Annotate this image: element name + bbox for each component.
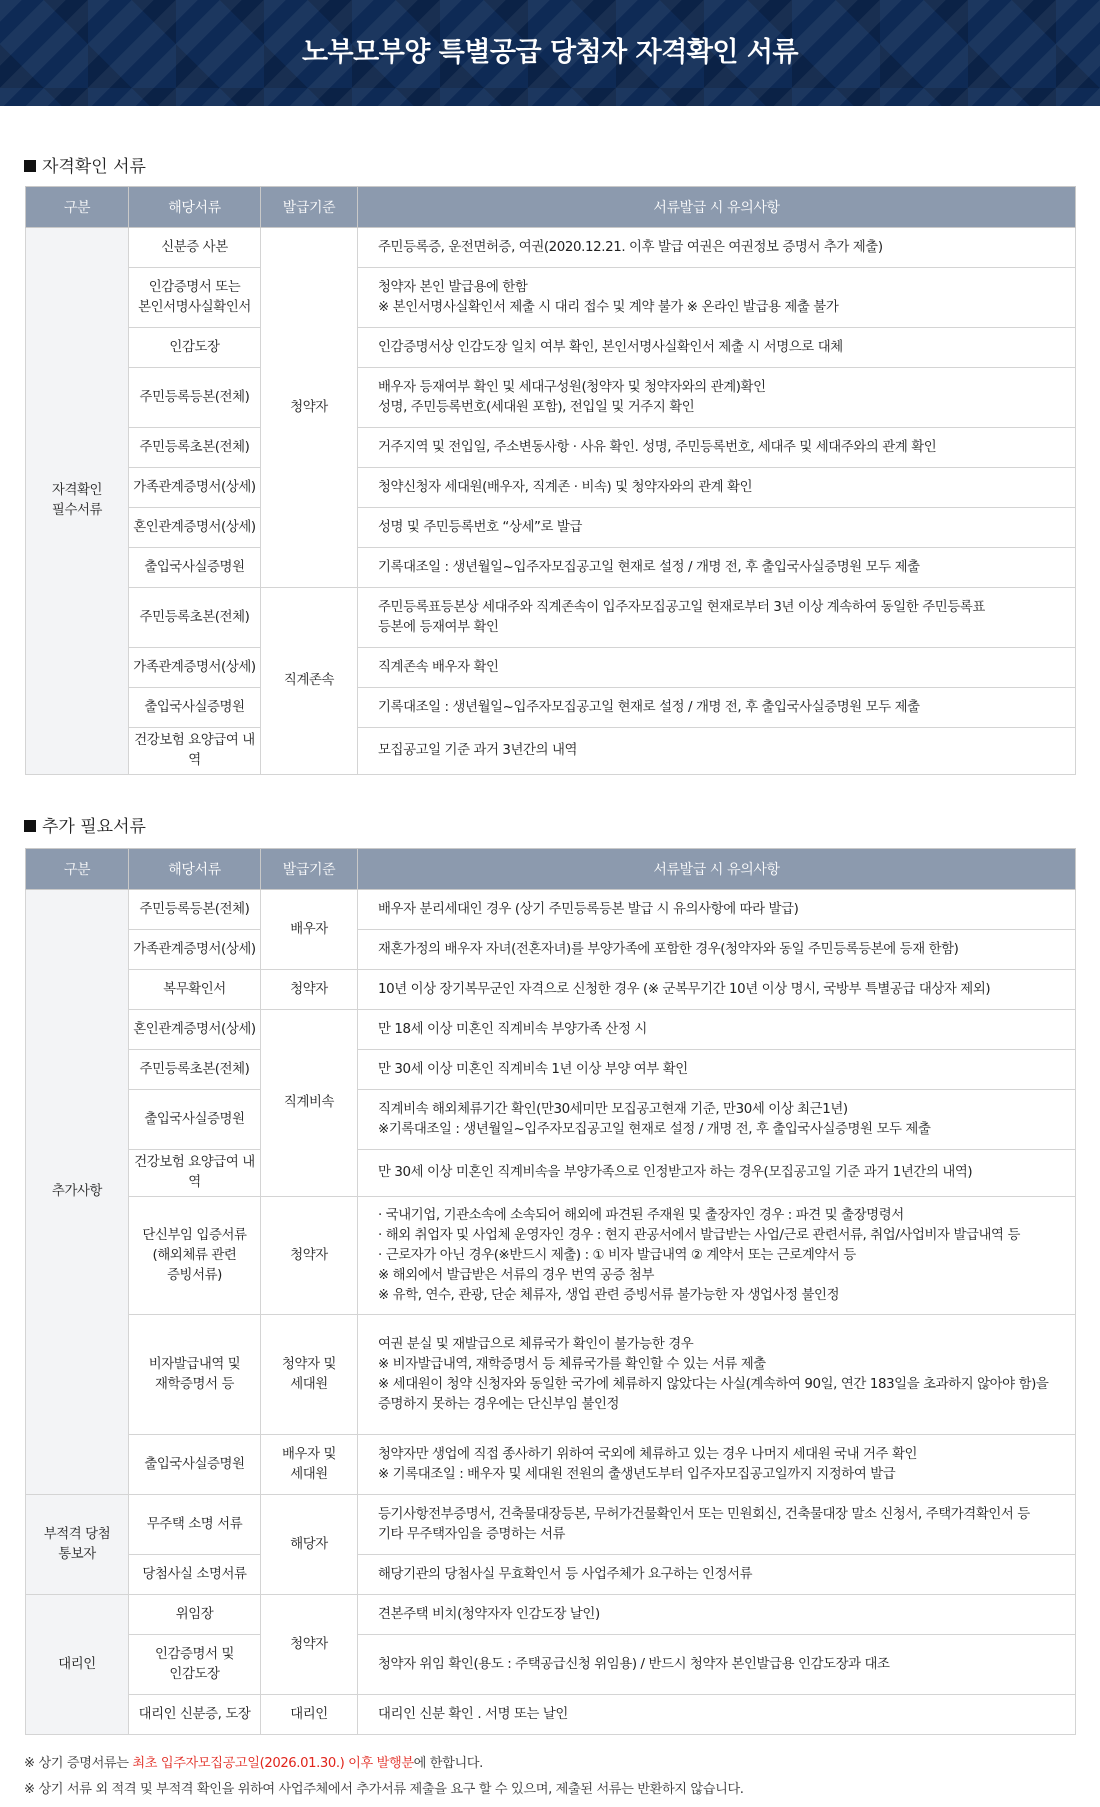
category-cell: 대리인 bbox=[26, 1595, 129, 1735]
document-cell: 인감증명서 또는 본인서명사실확인서 bbox=[129, 268, 261, 328]
category-cell: 추가사항 bbox=[26, 890, 129, 1495]
note-cell: 만 30세 이상 미혼인 직계비속 1년 이상 부양 여부 확인 bbox=[358, 1050, 1076, 1090]
category-cell: 부적격 당첨 통보자 bbox=[26, 1495, 129, 1595]
table-row bbox=[26, 268, 1076, 328]
note-cell: 청약신청자 세대원(배우자, 직계존 · 비속) 및 청약자와의 관계 확인 bbox=[358, 468, 1076, 508]
document-cell: 주민등록등본(전체) bbox=[129, 890, 261, 930]
document-cell: 무주택 소명 서류 bbox=[129, 1495, 261, 1555]
note-cell: 기록대조일 : 생년월일~입주자모집공고일 현재로 설정 / 개명 전, 후 출입국사실증명원 모두 제출 bbox=[358, 548, 1076, 588]
header-document: 해당서류 bbox=[129, 187, 261, 228]
basis-cell: 청약자 bbox=[261, 1197, 358, 1315]
note-cell: 청약자 위임 확인(용도 : 주택공급신청 위임용) / 반드시 청약자 본인발급용 인감도장과 대조 bbox=[358, 1635, 1076, 1695]
note-cell: 주민등록표등본상 세대주와 직계존속이 입주자모집공고일 현재로부터 3년 이상 계속하여 동일한 주민등록표 등본에 등재여부 확인 bbox=[358, 588, 1076, 648]
document-cell: 비자발급내역 및 재학증명서 등 bbox=[129, 1315, 261, 1435]
header-document: 해당서류 bbox=[129, 849, 261, 890]
basis-cell: 배우자 및 세대원 bbox=[261, 1435, 358, 1495]
black-square-icon bbox=[24, 160, 36, 172]
header-basis: 발급기준 bbox=[261, 187, 358, 228]
header-basis: 발급기준 bbox=[261, 849, 358, 890]
table-row bbox=[26, 1695, 1076, 1735]
table-row bbox=[26, 588, 1076, 648]
table-row bbox=[26, 688, 1076, 728]
document-cell: 가족관계증명서(상세) bbox=[129, 648, 261, 688]
basis-cell: 대리인 bbox=[261, 1695, 358, 1735]
table-row bbox=[26, 1090, 1076, 1150]
document-cell: 대리인 신분증, 도장 bbox=[129, 1695, 261, 1735]
note-cell: 배우자 등재여부 확인 및 세대구성원(청약자 및 청약자와의 관계)확인 성명, 주민등록번호(세대원 포함), 전입일 및 거주지 확인 bbox=[358, 368, 1076, 428]
note-cell: 청약자 본인 발급용에 한함 ※ 본인서명사실확인서 제출 시 대리 접수 및 계약 불가 ※ 온라인 발급용 제출 불가 bbox=[358, 268, 1076, 328]
document-cell: 가족관계증명서(상세) bbox=[129, 930, 261, 970]
note-cell: 직계비속 해외체류기간 확인(만30세미만 모집공고현재 기준, 만30세 이상 최근1년) ※기록대조일 : 생년월일~입주자모집공고일 현재로 설정 / 개명 전, 후 출입국사실증명원 모두 제출 bbox=[358, 1090, 1076, 1150]
note-cell: 기록대조일 : 생년월일~입주자모집공고일 현재로 설정 / 개명 전, 후 출입국사실증명원 모두 제출 bbox=[358, 688, 1076, 728]
document-cell: 인감도장 bbox=[129, 328, 261, 368]
table-row bbox=[26, 930, 1076, 970]
note-cell: 청약자만 생업에 직접 종사하기 위하여 국외에 체류하고 있는 경우 나머지 세대원 국내 거주 확인 ※ 기록대조일 : 배우자 및 세대원 전원의 출생년도부터 입주자모집공고일까지 지정하여 발급 bbox=[358, 1435, 1076, 1495]
table-row bbox=[26, 1555, 1076, 1595]
document-cell: 주민등록초본(전체) bbox=[129, 428, 261, 468]
document-cell: 혼인관계증명서(상세) bbox=[129, 1010, 261, 1050]
table-row bbox=[26, 428, 1076, 468]
document-cell: 출입국사실증명원 bbox=[129, 688, 261, 728]
note-cell: 재혼가정의 배우자 자녀(전혼자녀)를 부양가족에 포함한 경우(청약자와 동일 주민등록등본에 등재 한함) bbox=[358, 930, 1076, 970]
table-row bbox=[26, 368, 1076, 428]
section-title-qualification bbox=[24, 152, 146, 177]
note-cell: 대리인 신분 확인 . 서명 또는 날인 bbox=[358, 1695, 1076, 1735]
table-row bbox=[26, 1050, 1076, 1090]
section-title-label: 자격확인 서류 bbox=[42, 157, 146, 177]
additional-table bbox=[25, 848, 1076, 1735]
basis-cell: 해당자 bbox=[261, 1495, 358, 1595]
note-cell: 인감증명서상 인감도장 일치 여부 확인, 본인서명사실확인서 제출 시 서명으로 대체 bbox=[358, 328, 1076, 368]
note-cell: 견본주택 비치(청약자자 인감도장 날인) bbox=[358, 1595, 1076, 1635]
table-row bbox=[26, 508, 1076, 548]
table-row bbox=[26, 1010, 1076, 1050]
page-title: 노부모부양 특별공급 당첨자 자격확인 서류 bbox=[301, 37, 799, 68]
document-cell: 가족관계증명서(상세) bbox=[129, 468, 261, 508]
footnote-prefix: ※ 상기 증명서류는 bbox=[24, 1756, 133, 1771]
note-cell: · 국내기업, 기관소속에 소속되어 해외에 파견된 주재원 및 출장자인 경우 : 파견 및 출장명령서 · 해외 취업자 및 사업체 운영자인 경우 : 현지 관공서에서 발급받는 사업/근로 관련서류, 취업/사업비자 발급내역 등 · 근로자가 아닌 경우(※반드시 제출) : ① 비자 발급내역 ② 계약서 또는 근로계약서 등 ※ 해외에서 발급받은 서류의 경우 번역 공증 첨부 ※ 유학, 연수, 관광, 단순 체류자, 생업 관련 증빙서류 불가능한 자 생업사정 불인정 bbox=[358, 1197, 1076, 1315]
document-cell: 혼인관계증명서(상세) bbox=[129, 508, 261, 548]
note-cell: 여권 분실 및 재발급으로 체류국가 확인이 불가능한 경우 ※ 비자발급내역, 재학증명서 등 체류국가를 확인할 수 있는 서류 제출 ※ 세대원이 청약 신청자와 동일한 국가에 체류하지 않았다는 사실(계속하여 90일, 연간 183일을 초과하지 않아야 함)을 증명하지 못하는 경우에는 단신부임 불인정 bbox=[358, 1315, 1076, 1435]
document-cell: 주민등록초본(전체) bbox=[129, 588, 261, 648]
category-cell: 자격확인 필수서류 bbox=[26, 228, 129, 775]
basis-cell: 청약자 bbox=[261, 970, 358, 1010]
qualification-table bbox=[25, 186, 1076, 775]
note-cell: 배우자 분리세대인 경우 (상기 주민등록등본 발급 시 유의사항에 따라 발급) bbox=[358, 890, 1076, 930]
note-cell: 성명 및 주민등록번호 “상세”로 발급 bbox=[358, 508, 1076, 548]
table-row bbox=[26, 1315, 1076, 1435]
document-cell: 주민등록초본(전체) bbox=[129, 1050, 261, 1090]
basis-cell: 청약자 및 세대원 bbox=[261, 1315, 358, 1435]
header-category: 구분 bbox=[26, 187, 129, 228]
table-row bbox=[26, 328, 1076, 368]
document-cell: 주민등록등본(전체) bbox=[129, 368, 261, 428]
document-cell: 인감증명서 및 인감도장 bbox=[129, 1635, 261, 1695]
table-row bbox=[26, 1150, 1076, 1197]
document-cell: 신분증 사본 bbox=[129, 228, 261, 268]
basis-cell: 청약자 bbox=[261, 228, 358, 588]
footnote-highlight: 최초 입주자모집공고일(2026.01.30.) 이후 발행분 bbox=[132, 1756, 414, 1771]
note-cell: 거주지역 및 전입일, 주소변동사항 · 사유 확인. 성명, 주민등록번호, 세대주 및 세대주와의 관계 확인 bbox=[358, 428, 1076, 468]
note-cell: 모집공고일 기준 과거 3년간의 내역 bbox=[358, 728, 1076, 775]
basis-cell: 직계존속 bbox=[261, 588, 358, 775]
table-row bbox=[26, 1435, 1076, 1495]
document-cell: 단신부임 입증서류 (해외체류 관련 증빙서류) bbox=[129, 1197, 261, 1315]
note-cell: 등기사항전부증명서, 건축물대장등본, 무허가건물확인서 또는 민원회신, 건축물대장 말소 신청서, 주택가격확인서 등 기타 무주택자임을 증명하는 서류 bbox=[358, 1495, 1076, 1555]
table-row bbox=[26, 648, 1076, 688]
footnote-suffix: 에 한합니다. bbox=[413, 1756, 483, 1771]
header-category: 구분 bbox=[26, 849, 129, 890]
table-row bbox=[26, 1197, 1076, 1315]
document-cell: 출입국사실증명원 bbox=[129, 548, 261, 588]
section-title-additional bbox=[24, 812, 146, 837]
document-cell: 위임장 bbox=[129, 1595, 261, 1635]
note-cell: 만 30세 이상 미혼인 직계비속을 부양가족으로 인정받고자 하는 경우(모집공고일 기준 과거 1년간의 내역) bbox=[358, 1150, 1076, 1197]
note-cell: 만 18세 이상 미혼인 직계비속 부양가족 산정 시 bbox=[358, 1010, 1076, 1050]
note-cell: 직계존속 배우자 확인 bbox=[358, 648, 1076, 688]
basis-cell: 청약자 bbox=[261, 1595, 358, 1695]
note-cell: 해당기관의 당첨사실 무효확인서 등 사업주체가 요구하는 인정서류 bbox=[358, 1555, 1076, 1595]
document-cell: 복무확인서 bbox=[129, 970, 261, 1010]
note-cell: 주민등록증, 운전면허증, 여권(2020.12.21. 이후 발급 여권은 여권정보 증명서 추가 제출) bbox=[358, 228, 1076, 268]
table-row bbox=[26, 890, 1076, 930]
header-notes: 서류발급 시 유의사항 bbox=[358, 849, 1076, 890]
table-row bbox=[26, 970, 1076, 1010]
header-notes: 서류발급 시 유의사항 bbox=[358, 187, 1076, 228]
document-cell: 당첨사실 소명서류 bbox=[129, 1555, 261, 1595]
black-square-icon bbox=[24, 820, 36, 832]
table-header-row bbox=[26, 849, 1076, 890]
basis-cell: 배우자 bbox=[261, 890, 358, 970]
footnote-additional-docs: ※ 상기 서류 외 적격 및 부적격 확인을 위하여 사업주체에서 추가서류 제출을 요구 할 수 있으며, 제출된 서류는 반환하지 않습니다. bbox=[24, 1782, 744, 1797]
note-cell: 10년 이상 장기복무군인 자격으로 신청한 경우 (※ 군복무기간 10년 이상 명시, 국방부 특별공급 대상자 제외) bbox=[358, 970, 1076, 1010]
table-row bbox=[26, 228, 1076, 268]
basis-cell: 직계비속 bbox=[261, 1010, 358, 1197]
document-cell: 출입국사실증명원 bbox=[129, 1090, 261, 1150]
table-row bbox=[26, 548, 1076, 588]
document-cell: 건강보험 요양급여 내역 bbox=[129, 1150, 261, 1197]
table-row bbox=[26, 728, 1076, 775]
document-cell: 출입국사실증명원 bbox=[129, 1435, 261, 1495]
table-row bbox=[26, 1495, 1076, 1555]
table-row bbox=[26, 1595, 1076, 1635]
document-cell: 건강보험 요양급여 내역 bbox=[129, 728, 261, 775]
table-row bbox=[26, 468, 1076, 508]
table-row bbox=[26, 1635, 1076, 1695]
section-title-label: 추가 필요서류 bbox=[42, 817, 146, 837]
footnote-validity bbox=[24, 1752, 483, 1771]
table-header-row bbox=[26, 187, 1076, 228]
